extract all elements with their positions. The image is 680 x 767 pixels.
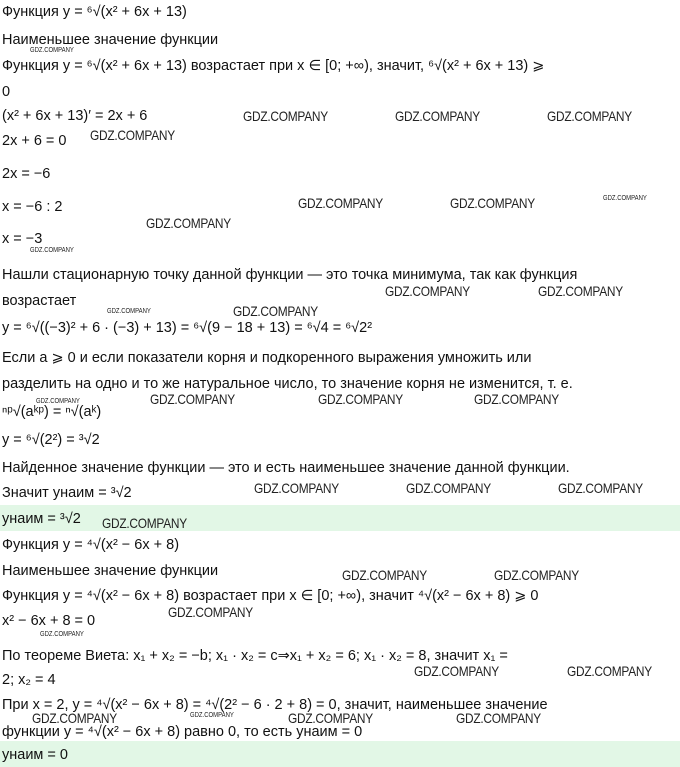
watermark: GDZ.COMPANY	[474, 391, 559, 407]
watermark: GDZ.COMPANY	[603, 195, 647, 202]
solution-line: y = ⁶√((−3)² + 6 · (−3) + 13) = ⁶√(9 − 18 + 13) = ⁶√4 = ⁶√2²	[2, 320, 373, 336]
solution-line: ⁿᵖ√(aᵏᵖ) = ⁿ√(aᵏ)	[2, 404, 102, 420]
watermark: GDZ.COMPANY	[102, 515, 187, 531]
solution-line: функции y = ⁴√(x² − 6x + 8) равно 0, то есть yнаим = 0	[2, 724, 363, 740]
watermark: GDZ.COMPANY	[567, 663, 652, 679]
solution-line: 2x + 6 = 0	[2, 133, 67, 149]
watermark: GDZ.COMPANY	[318, 391, 403, 407]
solution-line: разделить на одно и то же натуральное число, то значение корня не изменится, т. е.	[2, 376, 573, 392]
watermark: GDZ.COMPANY	[243, 108, 328, 124]
solution-line: Функция y = ⁴√(x² − 6x + 8)	[2, 537, 180, 553]
watermark: GDZ.COMPANY	[150, 391, 235, 407]
solution-line: По теореме Виета: x₁ + x₂ = −b; x₁ · x₂ = c⇒x₁ + x₂ = 6; x₁ · x₂ = 8, значит x₁ =	[2, 648, 508, 664]
solution-line: Значит yнаим = ³√2	[2, 485, 132, 501]
watermark: GDZ.COMPANY	[40, 631, 84, 638]
watermark: GDZ.COMPANY	[254, 480, 339, 496]
watermark: GDZ.COMPANY	[32, 710, 117, 726]
watermark: GDZ.COMPANY	[558, 480, 643, 496]
solution-line: 2x = −6	[2, 166, 51, 182]
watermark: GDZ.COMPANY	[342, 567, 427, 583]
solution-line: Найденное значение функции — это и есть наименьшее значение данной функции.	[2, 460, 570, 476]
highlight-answer-2	[0, 741, 680, 767]
watermark: GDZ.COMPANY	[30, 247, 74, 254]
watermark: GDZ.COMPANY	[538, 283, 623, 299]
watermark: GDZ.COMPANY	[190, 712, 234, 719]
watermark: GDZ.COMPANY	[456, 710, 541, 726]
watermark: GDZ.COMPANY	[547, 108, 632, 124]
watermark: GDZ.COMPANY	[406, 480, 491, 496]
watermark: GDZ.COMPANY	[168, 604, 253, 620]
solution-line: yнаим = 0	[2, 747, 68, 763]
solution-line: y = ⁶√(2²) = ³√2	[2, 432, 100, 448]
watermark: GDZ.COMPANY	[298, 195, 383, 211]
solution-line: Функция y = ⁴√(x² − 6x + 8) возрастает при x ∈ [0; +∞), значит ⁴√(x² − 6x + 8) ⩾ 0	[2, 588, 539, 604]
solution-line: x = −6 : 2	[2, 199, 63, 215]
watermark: GDZ.COMPANY	[233, 303, 318, 319]
solution-line: При x = 2, y = ⁴√(x² − 6x + 8) = ⁴√(2² − 6 · 2 + 8) = 0, значит, наименьшее значение	[2, 697, 548, 713]
solution-line: 2; x₂ = 4	[2, 672, 56, 688]
watermark: GDZ.COMPANY	[107, 308, 151, 315]
solution-line: x² − 6x + 8 = 0	[2, 613, 96, 629]
solution-line: 0	[2, 84, 11, 100]
solution-line: (x² + 6x + 13)′ = 2x + 6	[2, 108, 148, 124]
watermark: GDZ.COMPANY	[146, 215, 231, 231]
watermark: GDZ.COMPANY	[414, 663, 499, 679]
solution-line: Функция y = ⁶√(x² + 6x + 13)	[2, 4, 187, 20]
solution-line: Функция y = ⁶√(x² + 6x + 13) возрастает при x ∈ [0; +∞), значит, ⁶√(x² + 6x + 13) ⩾	[2, 58, 545, 74]
solution-line: x = −3	[2, 231, 43, 247]
solution-line: Наименьшее значение функции	[2, 563, 219, 579]
solution-line: Наименьшее значение функции	[2, 32, 219, 48]
watermark: GDZ.COMPANY	[395, 108, 480, 124]
solution-line: Нашли стационарную точку данной функции — это точка минимума, так как функция	[2, 267, 578, 283]
watermark: GDZ.COMPANY	[494, 567, 579, 583]
watermark: GDZ.COMPANY	[385, 283, 470, 299]
watermark: GDZ.COMPANY	[288, 710, 373, 726]
watermark: GDZ.COMPANY	[30, 47, 74, 54]
watermark: GDZ.COMPANY	[90, 127, 175, 143]
watermark: GDZ.COMPANY	[36, 398, 80, 405]
solution-line: возрастает	[2, 293, 77, 309]
solution-line: yнаим = ³√2	[2, 511, 81, 527]
watermark: GDZ.COMPANY	[450, 195, 535, 211]
solution-line: Если a ⩾ 0 и если показатели корня и подкоренного выражения умножить или	[2, 350, 532, 366]
